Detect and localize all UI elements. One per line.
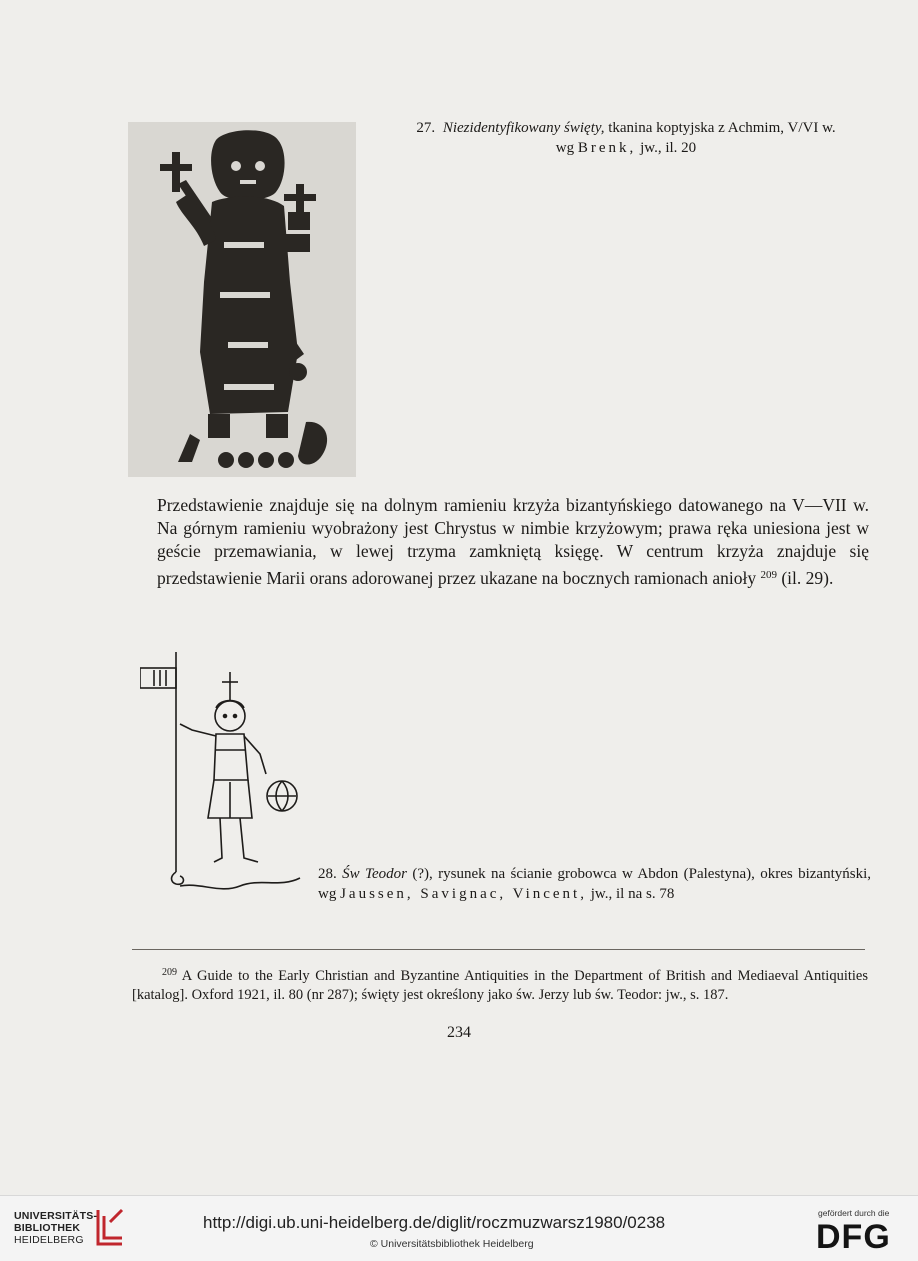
footnote-reference[interactable]: 209: [760, 568, 777, 581]
figure-28-caption: [318, 864, 871, 904]
funding-label: gefördert durch die: [818, 1208, 890, 1218]
figure-28-description: (?), rysunek na ścianie grobowca w Abdon (Palestyna), okres bizantyński, wg: [318, 866, 872, 902]
figure-28-st-theodore-drawing: [140, 650, 320, 905]
figure-28-number: 28.: [318, 866, 337, 882]
figure-28-authors: Jaussen, Savignac, Vincent,: [340, 886, 587, 902]
permalink-url[interactable]: http://digi.ub.uni-heidelberg.de/diglit/roczmuzwarsz1980/0238: [203, 1213, 666, 1232]
figure-27-number: 27.: [416, 120, 436, 136]
footnote-divider: [132, 949, 865, 950]
footnote-text: A Guide to the Early Christian and Byzantine Antiquities in the Department of British and Mediaeval Antiquities [katalog]. Oxford 1921, il. 80 (nr 287); święty jest określony jako św. Jerzy lub św. Teodor: jw., s. 187.: [132, 968, 869, 1003]
library-line-3: HEIDELBERG: [14, 1234, 84, 1246]
figure-27-title: Niezidentyfikowany święty,: [442, 120, 605, 136]
heidelberg-library-logo-icon[interactable]: [92, 1206, 128, 1248]
figure-27-coptic-textile-image: [128, 122, 356, 477]
figure-27-credit-prefix: wg: [555, 140, 575, 156]
figure-27-caption: [384, 118, 868, 158]
figure-27-credit-name: Brenk,: [577, 140, 637, 156]
figure-28-tail: jw., il na s. 78: [590, 886, 675, 902]
body-paragraph-tail: (il. 29).: [776, 567, 834, 588]
page-number: 234: [447, 1024, 471, 1041]
library-name: [14, 1210, 97, 1246]
footnote-number: 209: [162, 967, 177, 978]
figure-27-credit-suffix: jw., il. 20: [640, 140, 697, 156]
body-paragraph: [157, 494, 869, 590]
library-line-2: BIBLIOTHEK: [14, 1222, 81, 1234]
figure-28-title: Św Teodor: [342, 866, 407, 882]
figure-27-description: tkanina koptyjska z Achmim, V/VI w.: [608, 120, 836, 136]
copyright-notice: © Universitätsbibliothek Heidelberg: [370, 1238, 534, 1250]
footnote: [132, 963, 868, 1005]
dfg-logo[interactable]: DFG: [816, 1218, 891, 1256]
digitization-footer: [0, 1195, 918, 1261]
body-paragraph-text: Przedstawienie znajduje się na dolnym ramieniu krzyża bizantyńskiego datowanego na V—VII w. Na górnym ramieniu wyobrażony jest Chrystus w nimbie krzyżowym; prawa ręka uniesiona jest w geście przemawiania, w lewej trzyma zamkniętą księgę. W centrum krzyża znajduje się przedstawienie Marii orans adorowanej przez ukazane na bocznych ramionach anioły: [157, 495, 869, 588]
library-line-1: UNIVERSITÄTS-: [14, 1210, 98, 1222]
